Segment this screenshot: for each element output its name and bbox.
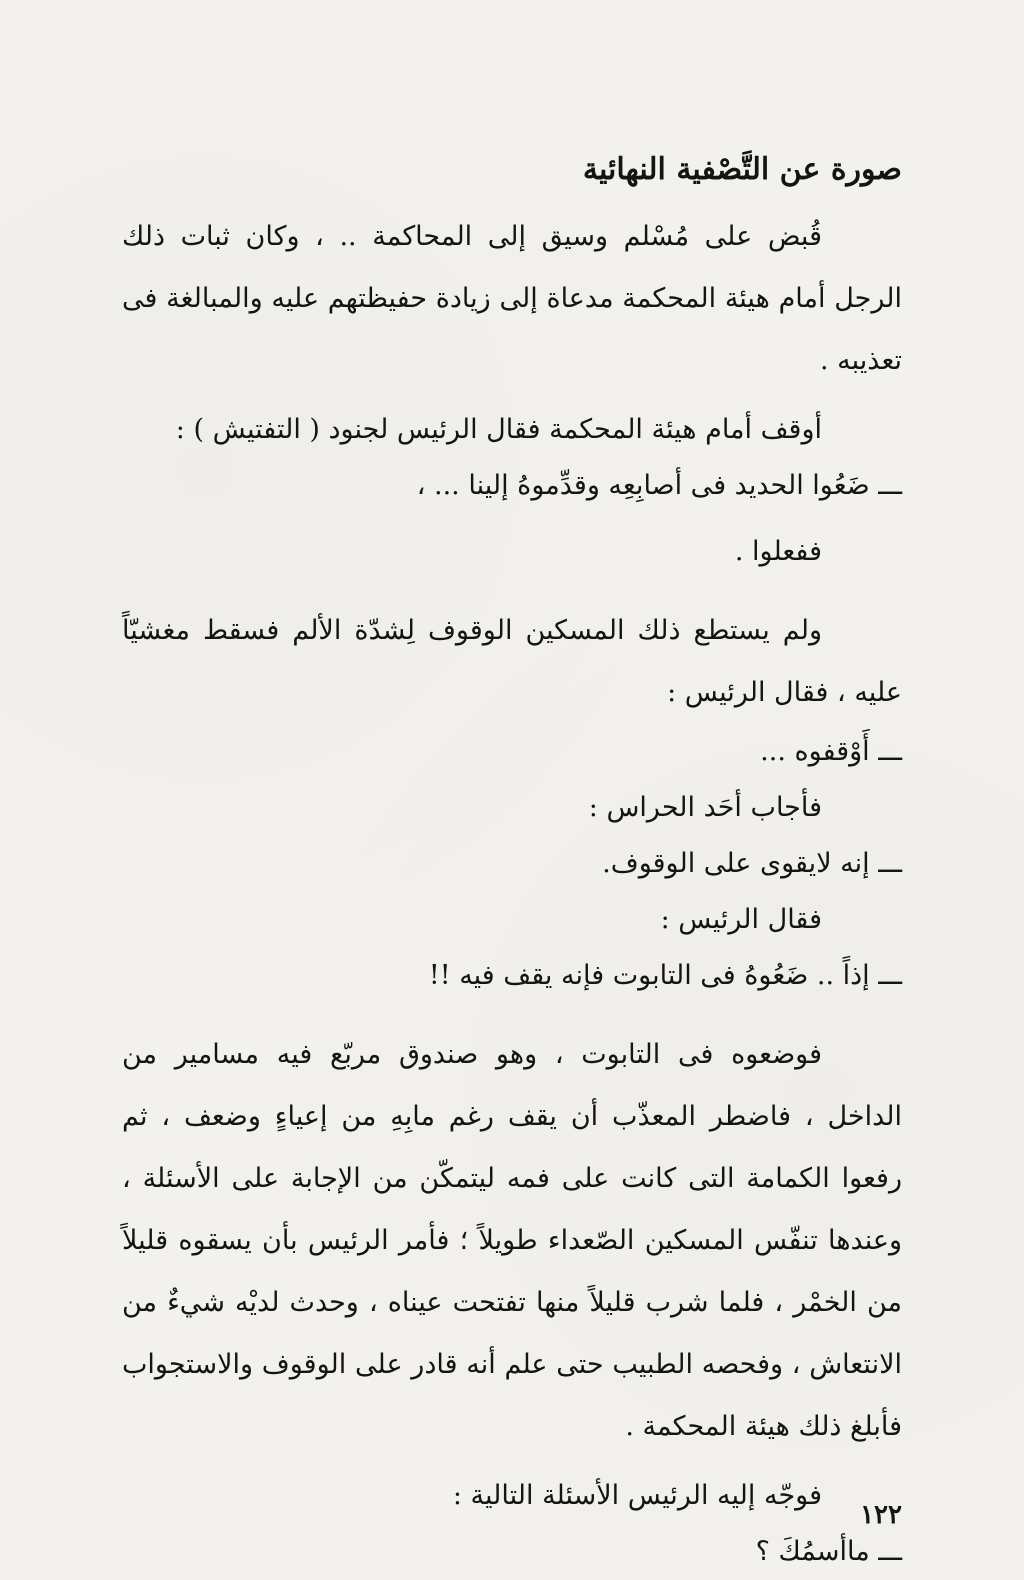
- paragraph-president-said: فقال الرئيس :: [660, 904, 822, 935]
- dialogue-line-name: ـــ ماأسمُكَ ؟: [755, 1536, 902, 1567]
- paragraph-court-order: أوقف أمام هيئة المحكمة فقال الرئيس لجنود ( التفتيش ) :: [175, 414, 822, 445]
- paragraph-coffin: فوضعوه فى التابوت ، وهو صندوق مربّع فيه مسامير من الداخل ، فاضطر المعذّب أن يقف رغم مابِهِ من إعياءٍ وضعف ، ثم رفعوا الكمامة التى كانت على فمه ليتمكّن من الإجابة على الأسئلة ، وعندها تنفّس المسكين الصّعداء طويلاً ؛ فأمر الرئيس بأن يسقوه قليلاً من الخمْر ، فلما شرب قليلاً منها تفتحت عيناه ، وحدث لديْه شيءٌ من الانتعاش ، وفحصه الطبيب حتى علم أنه قادر على الوقوف والاستجواب فأبلغ ذلك هيئة المحكمة .: [122, 1039, 902, 1442]
- paragraph-guard-answered: فأجاب أحَد الحراس :: [588, 792, 822, 823]
- page-number: ١٢٢: [860, 1500, 902, 1530]
- paragraph-they-did: ففعلوا .: [734, 536, 822, 567]
- page-text: [122, 140, 902, 1580]
- paragraph-fainted: ولم يستطع ذلك المسكين الوقوف لِشدّة الألم فسقط مغشيّاً عليه ، فقال الرئيس :: [122, 615, 902, 708]
- paragraph-arrest: قُبض على مُسْلم وسيق إلى المحاكمة .. ، وكان ثبات ذلك الرجل أمام هيئة المحكمة مدعاة إلى زيادة حفيظتهم عليه والمبالغة فى تعذيبه .: [122, 221, 902, 376]
- dialogue-line-coffin: ـــ إذاً .. ضَعُوهُ فى التابوت فإنه يقف فيه !!: [428, 960, 902, 991]
- dialogue-line-stand-him: ـــ أَوْقفوه ...: [760, 736, 902, 767]
- section-title: صورة عن التَّصْفية النهائية: [582, 152, 902, 187]
- dialogue-line-iron: ـــ ضَعُوا الحديد فى أصابِعِه وقدِّموهُ إلينا ... ،: [416, 470, 902, 501]
- dialogue-line-cannot-stand: ـــ إنه لايقوى على الوقوف.: [602, 848, 902, 879]
- paragraph-questions: فوجّه إليه الرئيس الأسئلة التالية :: [452, 1480, 822, 1511]
